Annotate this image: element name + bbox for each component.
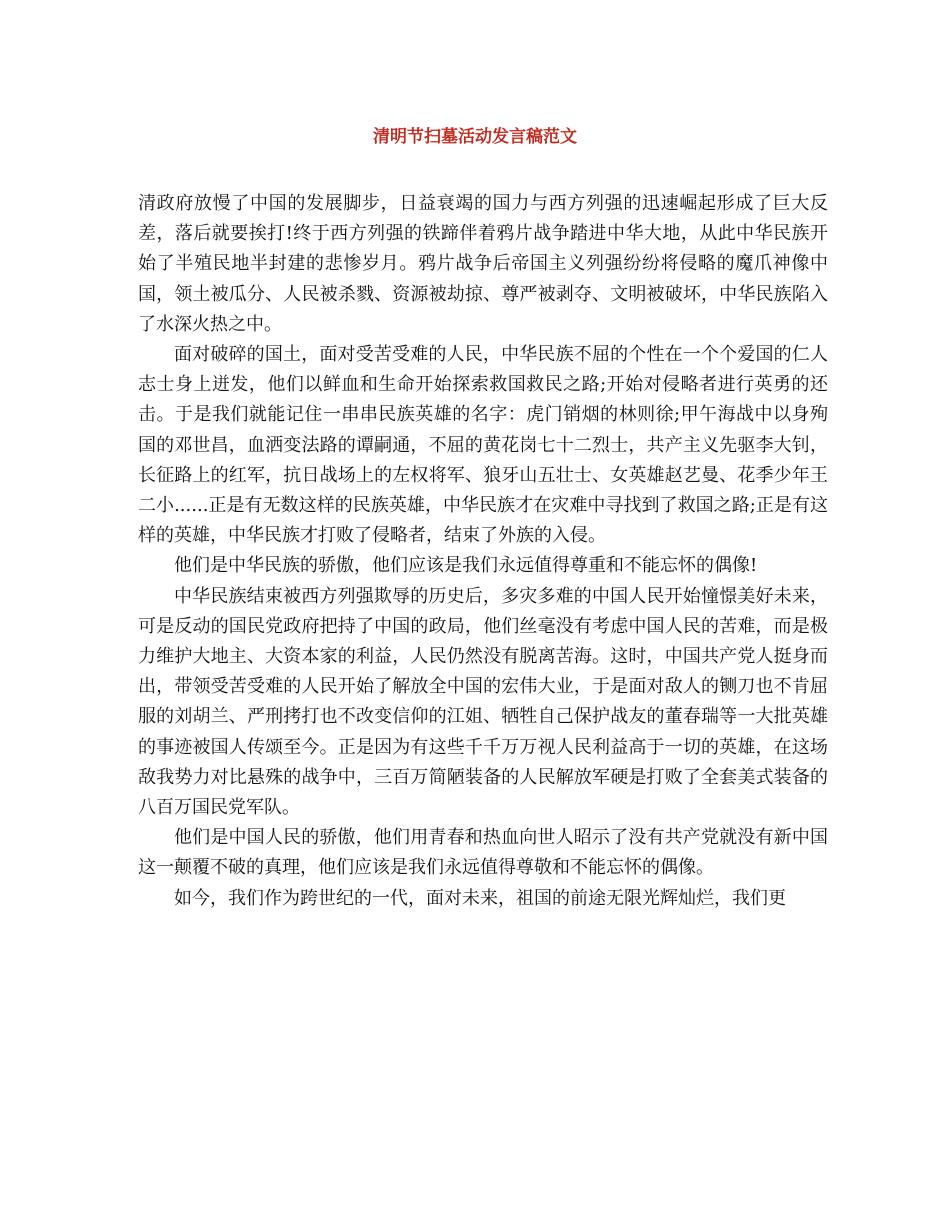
paragraph-2: 面对破碎的国土，面对受苦受难的人民，中华民族不屈的个性在一个个爱国的仁人志士身上迸发，他们以鲜血和生命开始探索救国救民之路;开始对侵略者进行英勇的还击。于是我们就能记住一串串民族英雄的名字：虎门销烟的林则徐;甲午海战中以身殉国的邓世昌，血洒变法路的谭嗣通，不屈的黄花岗七十二烈士，共产主义先驱李大钊，长征路上的红军，抗日战场上的左权将军、狼牙山五壮士、女英雄赵艺曼、花季少年王二小......正是有无数这样的民族英雄，中华民族才在灾难中寻找到了救国之路;正是有这样的英雄，中华民族才打败了侵略者，结束了外族的入侵。 — [138, 344, 828, 547]
paragraph-5: 他们是中国人民的骄傲，他们用青春和热血向世人昭示了没有共产党就没有新中国这一颠覆不破的真理，他们应该是我们永远值得尊敬和不能忘怀的偶像。 — [138, 827, 828, 879]
document-title: 清明节扫墓活动发言稿范文 — [373, 127, 577, 147]
paragraph-4: 中华民族结束被西方列强欺辱的历史后，多灾多难的中国人民开始憧憬美好未来，可是反动的国民党政府把持了中国的政局，他们丝毫没有考虑中国人民的苦难，而是极力维护大地主、大资本家的利益，人民仍然没有脱离苦海。这时，中国共产党人挺身而出，带领受苦受难的人民开始了解放全中国的宏伟大业，于是面对敌人的铡刀也不肯屈服的刘胡兰、严刑拷打也不改变信仰的江姐、牺牲自己保护战友的董春瑞等一大批英雄的事迹被国人传颂至今。正是因为有这些千千万万视人民利益高于一切的英雄，在这场敌我势力对比悬殊的战争中，三百万简陋装备的人民解放军硬是打败了全套美式装备的八百万国民党军队。 — [138, 585, 828, 819]
paragraph-1: 清政府放慢了中国的发展脚步，日益衰竭的国力与西方列强的迅速崛起形成了巨大反差，落后就要挨打!终于西方列强的铁蹄伴着鸦片战争踏进中华大地，从此中华民族开始了半殖民地半封建的悲惨岁月。鸦片战争后帝国主义列强纷纷将侵略的魔爪神像中国，领土被瓜分、人民被杀戮、资源被劫掠、尊严被剥夺、文明被破坏，中华民族陷入了水深火热之中。 — [138, 193, 828, 335]
paragraph-3: 他们是中华民族的骄傲，他们应该是我们永远值得尊重和不能忘怀的偶像! — [174, 555, 758, 577]
paragraph-6: 如今，我们作为跨世纪的一代，面对未来，祖国的前途无限光辉灿烂，我们更 — [174, 887, 786, 909]
document-body — [138, 189, 828, 914]
